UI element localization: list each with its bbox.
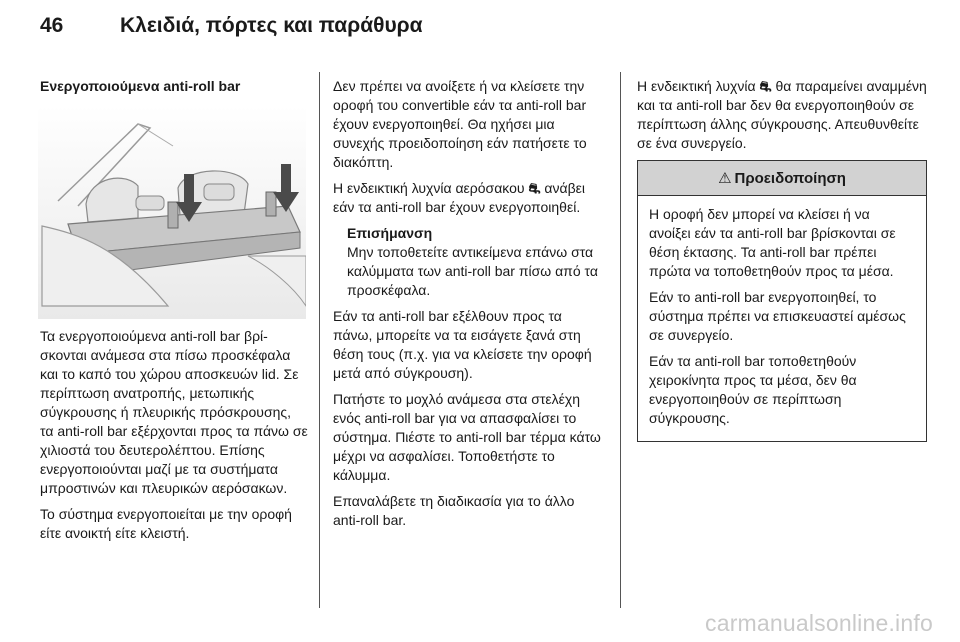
warning-title: Προειδοποίηση bbox=[734, 169, 846, 187]
column-middle bbox=[333, 77, 603, 537]
column-left bbox=[40, 77, 308, 550]
warning-triangle-icon: ⚠ bbox=[718, 169, 732, 187]
warning-box bbox=[637, 160, 927, 442]
column-divider bbox=[620, 72, 621, 608]
text-run: Η ενδεικτική λυχνία bbox=[637, 78, 760, 94]
warning-header bbox=[638, 161, 926, 196]
text-run: Η ενδεικτική λυχνία αερόσακου bbox=[333, 180, 529, 196]
page-number: 46 bbox=[40, 14, 64, 37]
paragraph bbox=[637, 77, 927, 153]
text-run: ανάβει εάν τα anti-roll bar έχουν ενεργοποιηθεί. bbox=[333, 180, 586, 215]
warning-paragraph: Η οροφή δεν μπορεί να κλείσει ή να ανοίξει εάν τα anti-roll bar βρίσκονται σε θέση έκτασης. Τα anti-roll bar πρέπει πρώτα να τοποθετηθούν προς τα μέσα. bbox=[649, 206, 896, 279]
warning-paragraph: Εάν το anti-roll bar ενεργοποιηθεί, το σύστημα πρέπει να επισκευαστεί αμέσως σε συνεργείο. bbox=[649, 289, 906, 343]
airbag-warning-icon: ⛐ bbox=[528, 180, 541, 196]
column-divider bbox=[319, 72, 320, 608]
warning-paragraph: Εάν τα anti-roll bar τοποθετηθούν χειροκίνητα προς τα μέσα, δεν θα ενεργοποιηθούν σε περίπτωση σύγκρουσης. bbox=[649, 353, 857, 426]
watermark: carmanualsonline.info bbox=[705, 610, 933, 636]
note-block bbox=[347, 224, 603, 300]
warning-body bbox=[638, 196, 926, 441]
airbag-warning-icon: ⛐ bbox=[759, 78, 772, 94]
page-title: Κλειδιά, πόρτες και παράθυρα bbox=[120, 14, 423, 37]
note-title: Επισήμανση bbox=[347, 225, 433, 241]
paragraph: Δεν πρέπει να ανοίξετε ή να κλείσετε την οροφή του convertible εάν τα anti-roll bar έχουν ενεργοποιηθεί. Θα ηχήσει μια συνεχής προειδοποίηση εάν πατήσετε το διακόπτη. bbox=[333, 78, 587, 170]
anti-roll-bar-illustration bbox=[38, 106, 306, 319]
paragraph bbox=[333, 179, 603, 217]
paragraph: Το σύστημα ενεργοποιείται με την οροφή είτε ανοικτή είτε κλειστή. bbox=[40, 506, 292, 541]
section-title: Ενεργοποιούμενα anti-roll bar bbox=[40, 78, 241, 94]
paragraph: Επαναλάβετε τη διαδικασία για το άλλο anti-roll bar. bbox=[333, 493, 575, 528]
page-header bbox=[0, 0, 960, 62]
paragraph: Εάν τα anti-roll bar εξέλθουν προς τα πάνω, μπορείτε να τα εισάγετε ξανά στη θέση τους (π.χ. για να κλείσετε την οροφή μετά από σύγκρουση). bbox=[333, 308, 592, 381]
note-text: Μην τοποθετείτε αντικείμενα επάνω στα καλύμματα των anti-roll bar πίσω από τα προσκέφαλα. bbox=[347, 244, 598, 298]
text-run: θα παραμείνει αναμμένη και τα anti-roll bar δεν θα ενεργοποιηθούν σε περίπτωση άλλης σύγκρουσης. Απευθυνθείτε σε ένα συνεργείο. bbox=[637, 78, 927, 151]
paragraph: Πατήστε το μοχλό ανάμεσα στα στελέχη ενός anti-roll bar για να απασφαλίσει το σύστημα. Πιέστε το anti-roll bar τέρμα κάτω μέχρι να ασφαλίσει. Τοποθετήστε το κάλυμμα. bbox=[333, 391, 601, 483]
paragraph: Τα ενεργοποιούμενα anti-roll bar βρίσκονται ανάμεσα στα πίσω προσκέφαλα και το καπό του χώρου αποσκευών lid. Σε περίπτωση ανατροπής, μετωπικής σύγκρουσης ή πλευρικής πρόσκρουσης, τα anti-roll bar εξέρχονται προς τα πάνω σε χιλιοστά του δευτερολέπτου. Επίσης ενεργοποιούνται μαζί με τα συστήματα μπροστινών και πλευρικών αερόσακων. bbox=[40, 328, 308, 496]
column-right bbox=[637, 77, 927, 442]
